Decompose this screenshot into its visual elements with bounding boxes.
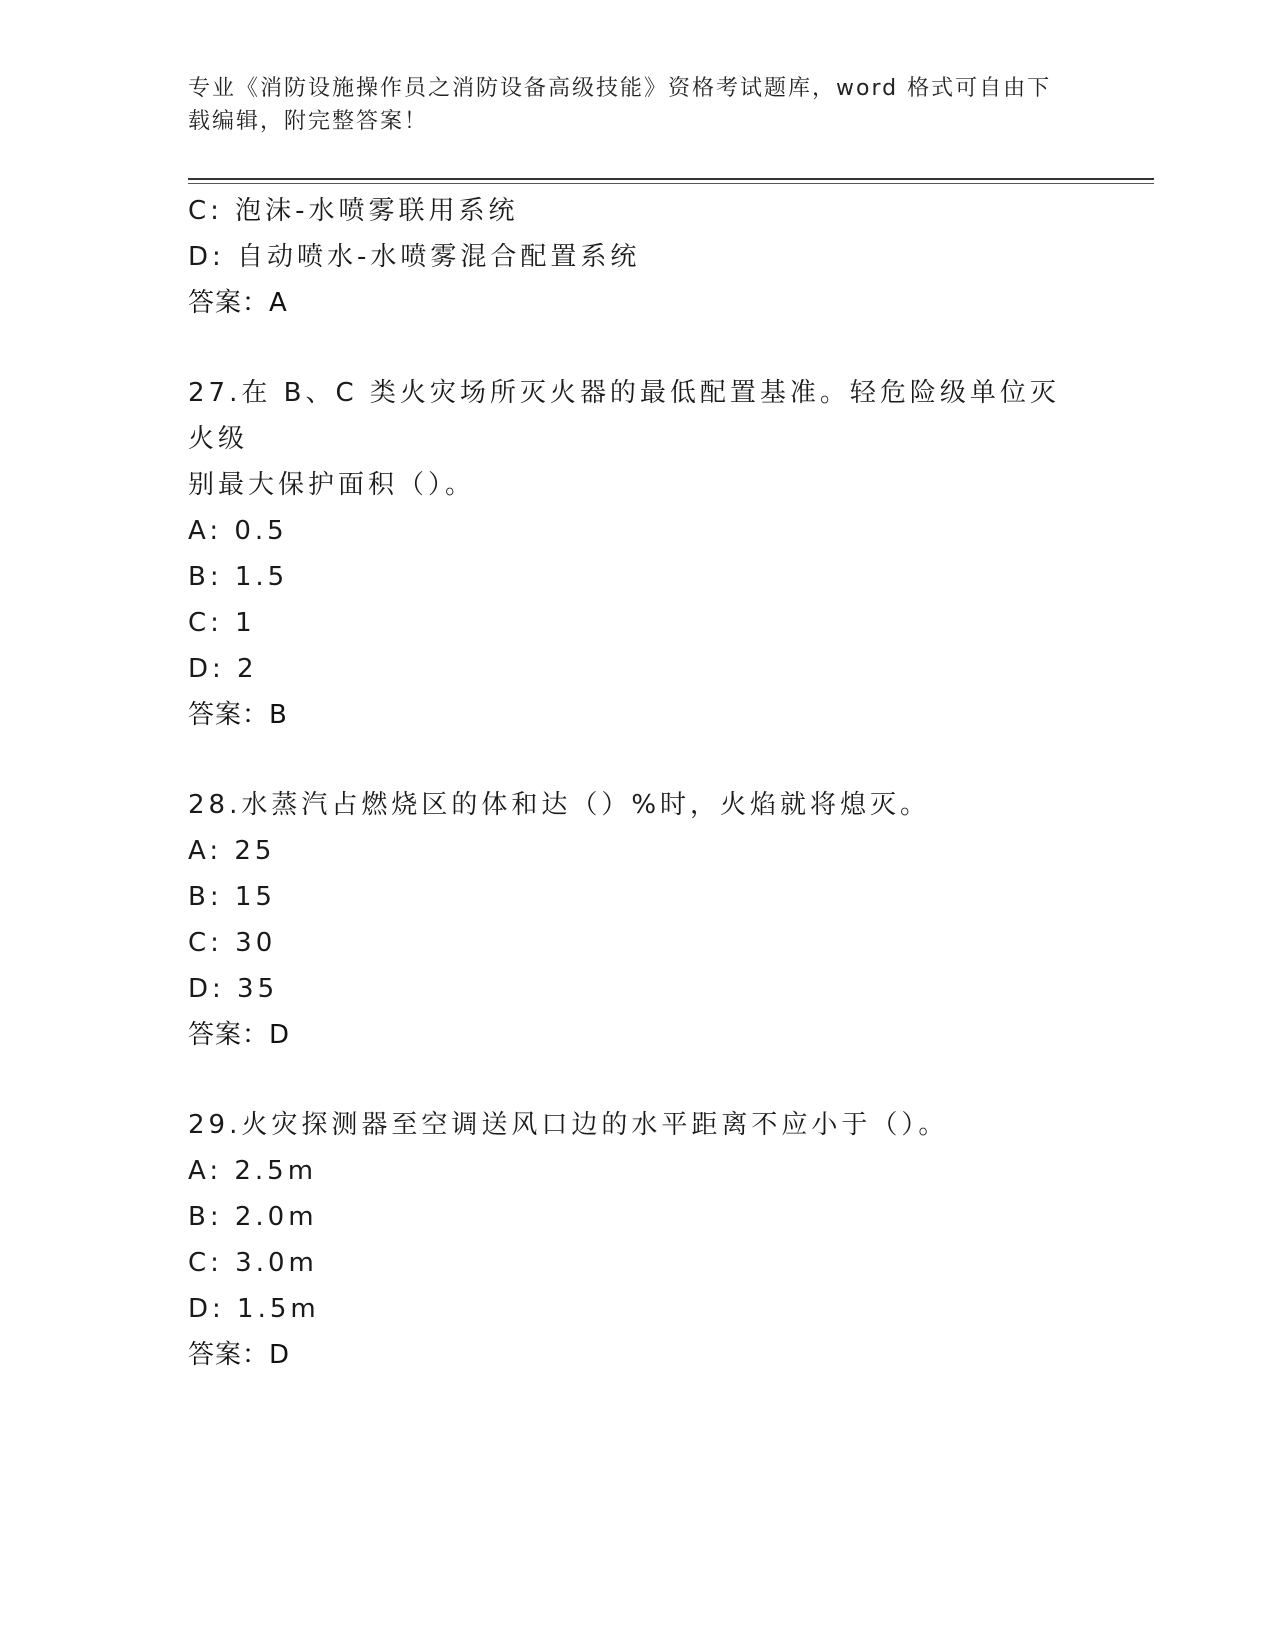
question-text-line-1: 27.在 B、C 类火灾场所灭火器的最低配置基准。轻危险级单位灭火级	[188, 378, 1060, 454]
question-block-29	[188, 1102, 1148, 1378]
answer-line: 答案：B	[188, 700, 288, 730]
question-block-27	[188, 370, 1148, 738]
question-text	[188, 370, 1068, 508]
option-d: D: 1.5m	[188, 1294, 320, 1324]
question-text: 29.火灾探测器至空调送风口边的水平距离不应小于（）。	[188, 1110, 949, 1140]
option-a: A: 2.5m	[188, 1156, 318, 1186]
header-divider-thick	[188, 178, 1154, 180]
option-c: C: 30	[188, 928, 277, 958]
option-b: B: 1.5	[188, 562, 289, 592]
option-b: B: 2.0m	[188, 1202, 318, 1232]
answer-line: 答案：D	[188, 1340, 291, 1370]
question-block-26	[188, 188, 1148, 326]
document-header	[188, 72, 1088, 138]
answer-line: 答案：A	[188, 288, 288, 318]
question-block-28	[188, 782, 1148, 1058]
question-text: 28.水蒸汽占燃烧区的体和达（）%时，火焰就将熄灭。	[188, 790, 931, 820]
spacer	[188, 326, 1148, 370]
header-line-1: 专业《消防设施操作员之消防设备高级技能》资格考试题库，word 格式可自由下	[188, 76, 1052, 101]
answer-line: 答案：D	[188, 1020, 291, 1050]
option-c: C: 1	[188, 608, 256, 638]
spacer	[188, 1058, 1148, 1102]
question-text-line-2: 别最大保护面积（）。	[188, 470, 476, 500]
option-a: A: 25	[188, 836, 276, 866]
question-list	[188, 188, 1148, 1378]
option-b: B: 15	[188, 882, 276, 912]
option-a: A: 0.5	[188, 516, 288, 546]
option-d: D: 自动喷水-水喷雾混合配置系统	[188, 242, 641, 272]
option-d: D: 2	[188, 654, 258, 684]
option-d: D: 35	[188, 974, 279, 1004]
header-divider-thin	[188, 183, 1154, 184]
spacer	[188, 738, 1148, 782]
option-c: C: 泡沫-水喷雾联用系统	[188, 196, 519, 226]
option-c: C: 3.0m	[188, 1248, 318, 1278]
header-line-2: 载编辑，附完整答案！	[188, 109, 429, 134]
